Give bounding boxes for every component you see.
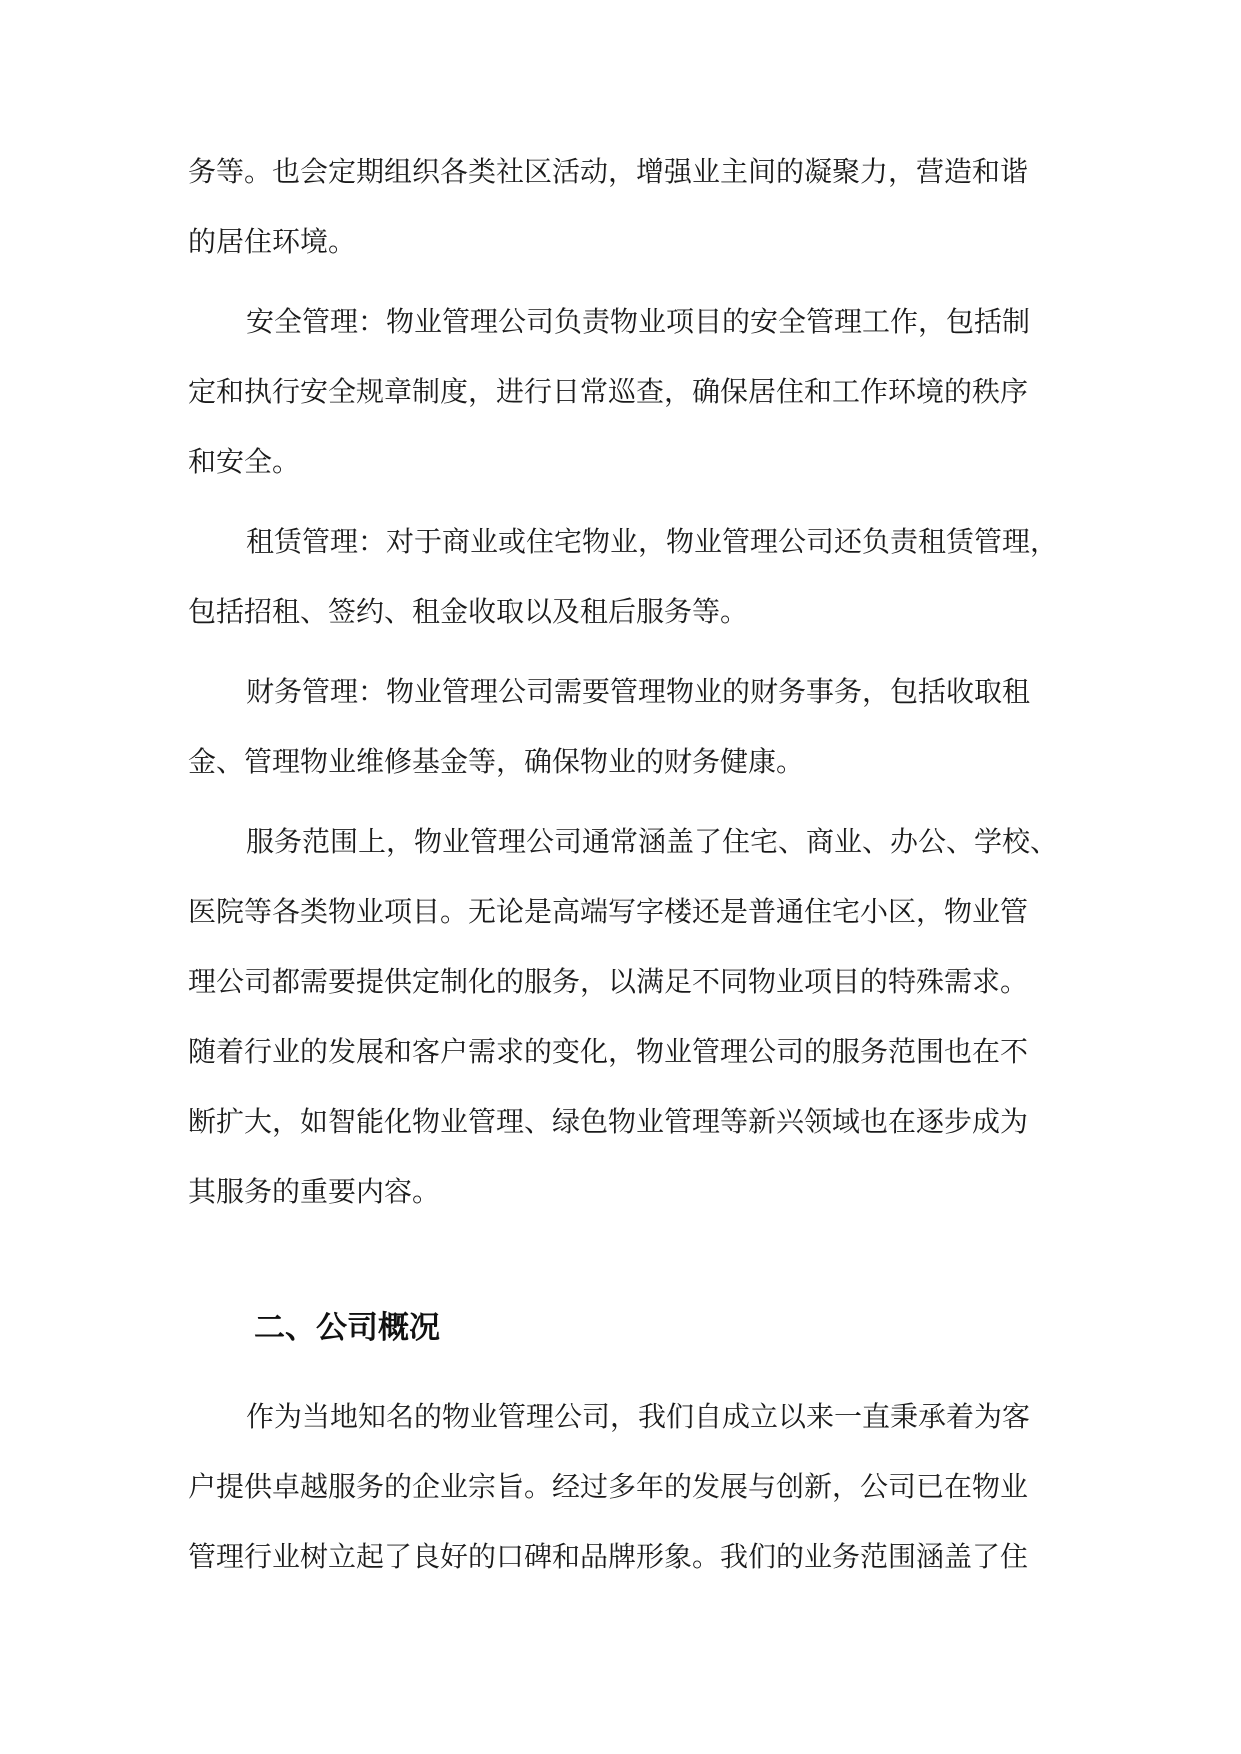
text-line: 务等。也会定期组织各类社区活动，增强业主间的凝聚力，营造和谐 (188, 155, 1029, 188)
paragraph-first-line: 作为当地知名的物业管理公司，我们自成立以来一直秉承着为客 (246, 1400, 1031, 1433)
paragraph-first-line: 财务管理：物业管理公司需要管理物业的财务事务，包括收取租 (246, 675, 1031, 708)
paragraph-first-line: 租赁管理：对于商业或住宅物业，物业管理公司还负责租赁管理， (246, 525, 1059, 558)
paragraph-first-line: 服务范围上，物业管理公司通常涵盖了住宅、商业、办公、学校、 (246, 825, 1059, 858)
section-heading: 二、公司概况 (254, 1310, 440, 1346)
text-line: 户提供卓越服务的企业宗旨。经过多年的发展与创新，公司已在物业 (188, 1470, 1029, 1503)
text-line: 包括招租、签约、租金收取以及租后服务等。 (188, 595, 749, 628)
text-line: 其服务的重要内容。 (188, 1175, 441, 1208)
text-line: 的居住环境。 (188, 225, 357, 258)
text-line: 断扩大，如智能化物业管理、绿色物业管理等新兴领域也在逐步成为 (188, 1105, 1029, 1138)
text-line: 理公司都需要提供定制化的服务，以满足不同物业项目的特殊需求。 (188, 965, 1029, 998)
text-line: 和安全。 (188, 445, 301, 478)
text-line: 随着行业的发展和客户需求的变化，物业管理公司的服务范围也在不 (188, 1035, 1029, 1068)
text-line: 定和执行安全规章制度，进行日常巡查，确保居住和工作环境的秩序 (188, 375, 1029, 408)
text-line: 医院等各类物业项目。无论是高端写字楼还是普通住宅小区，物业管 (188, 895, 1029, 928)
paragraph-first-line: 安全管理：物业管理公司负责物业项目的安全管理工作，包括制 (246, 305, 1031, 338)
text-line: 金、管理物业维修基金等，确保物业的财务健康。 (188, 745, 805, 778)
text-line: 管理行业树立起了良好的口碑和品牌形象。我们的业务范围涵盖了住 (188, 1540, 1029, 1573)
